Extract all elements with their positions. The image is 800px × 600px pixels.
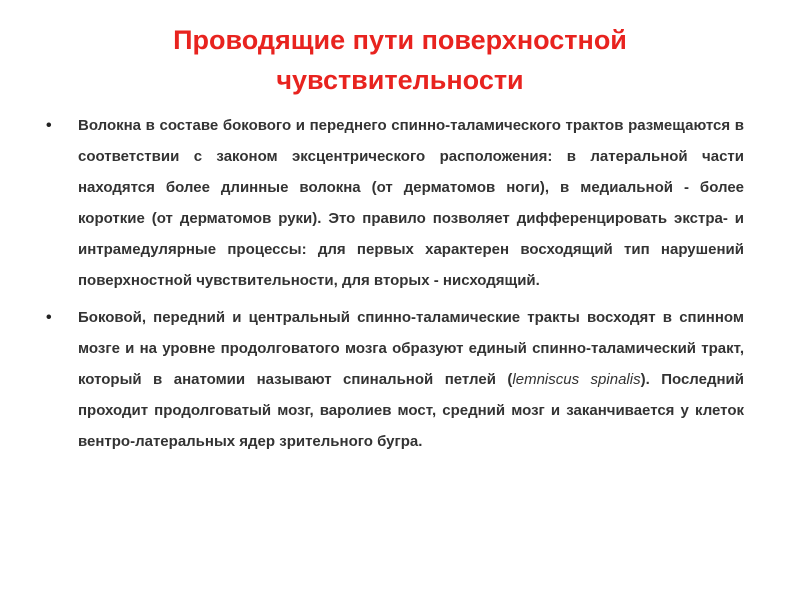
bullet-text-1: Волокна в составе бокового и переднего спинно-таламического трактов размещаются в соответствии с законом эксцентрического расположения: в латеральной части находятся более длинные волокна (от дерматомов ноги), в медиальной - более короткие (от дерматомов руки). Это правило позволяет дифференцировать экстра- и интрамедулярные процессы: для первых характерен восходящий тип нарушений поверхностной чувствительности, для вторых - нисходящий. xyxy=(78,117,744,289)
bullet-item-1 xyxy=(44,110,744,296)
bullet-dot-icon: • xyxy=(46,309,52,326)
slide-title xyxy=(0,20,800,100)
bullet-text-2-latin-term: lemniscus spinalis xyxy=(512,371,641,388)
slide-content xyxy=(44,110,744,463)
bullet-item-2 xyxy=(44,302,744,457)
bullet-dot-icon: • xyxy=(46,117,52,134)
bullet-text-2-before: Боковой, передний и центральный спинно-таламические тракты восходят в спинном мозге и на уровне продолговатого мозга образуют единый спинно-таламический тракт, который в анатомии называют спинальной петлей ( xyxy=(78,309,744,388)
bullet-text-2-after: ). Последний проходит продолговатый мозг, варолиев мост, средний мозг и заканчивается у клеток вентро-латеральных ядер зрительного бугра. xyxy=(78,371,744,450)
slide-title-line1: Проводящие пути поверхностной xyxy=(173,25,627,55)
slide-title-line2: чувствительности xyxy=(276,65,524,95)
